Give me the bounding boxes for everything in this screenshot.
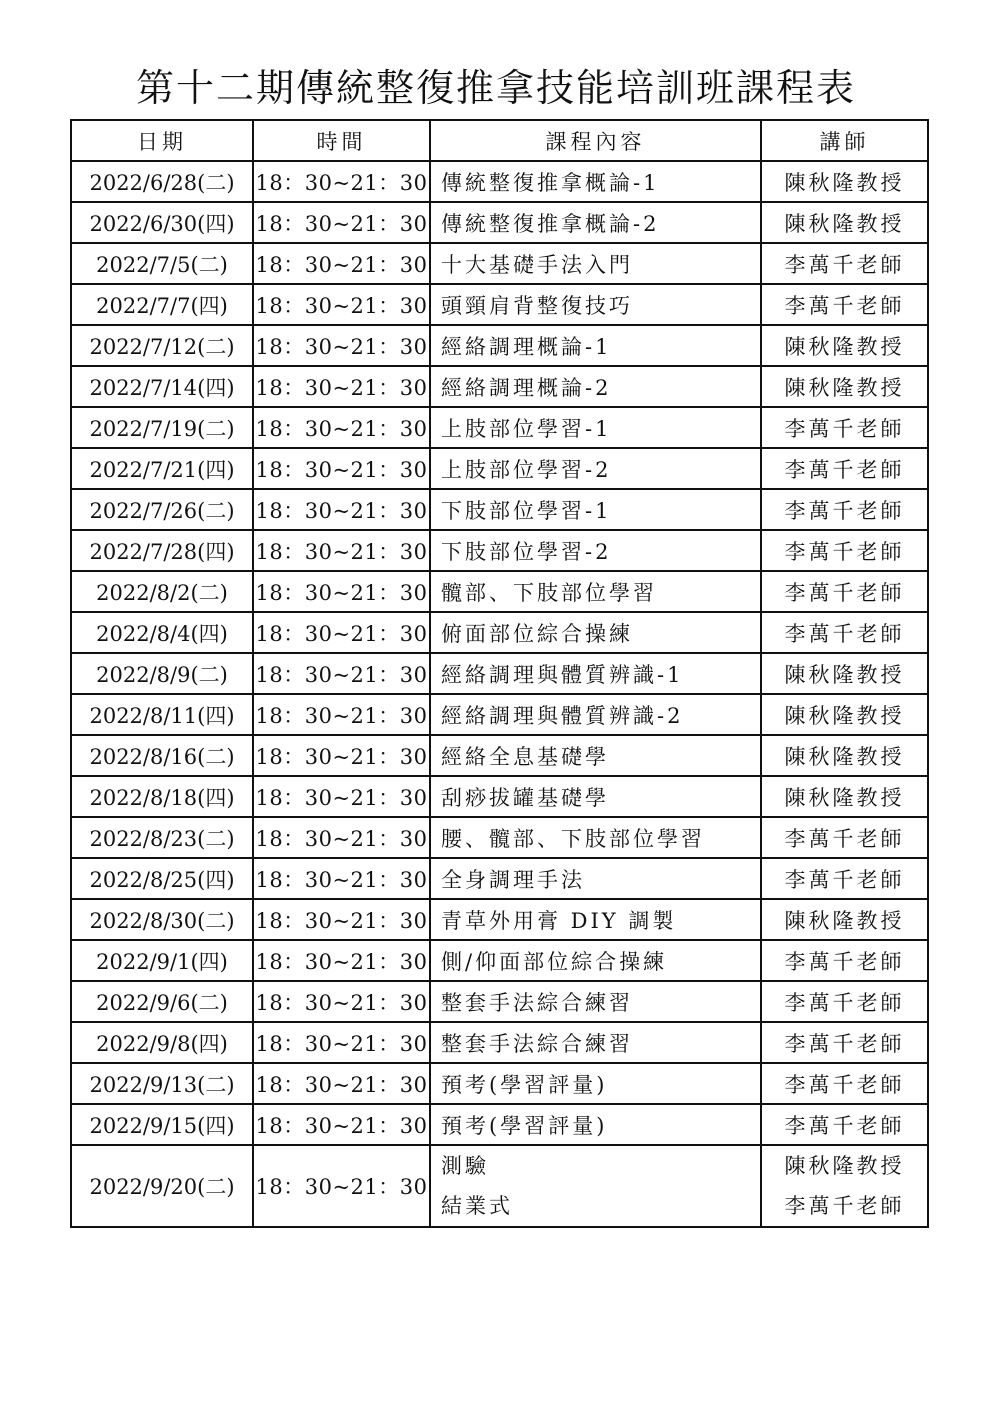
table-row [71,284,928,325]
cell-time: 18：30~21：30 [253,940,430,981]
cell-teacher: 陳秋隆教授 [761,325,928,366]
page-title: 第十二期傳統整復推拿技能培訓班課程表 [135,66,856,110]
table-row [71,653,928,694]
table-row [71,694,928,735]
cell-time: 18：30~21：30 [253,366,430,407]
cell-time: 18：30~21：30 [253,243,430,284]
cell-date: 2022/8/30(二) [71,899,253,940]
teacher-line-1: 陳秋隆教授 [784,1154,905,1178]
cell-teacher: 陳秋隆教授 [761,366,928,407]
table-row [71,202,928,243]
cell-date: 2022/9/20(二) [71,1145,253,1227]
cell-course: 下肢部位學習-1 [430,489,761,530]
table-row [71,858,928,899]
cell-teacher: 李萬千老師 [761,1022,928,1063]
cell-date: 2022/9/15(四) [71,1104,253,1145]
cell-teacher: 李萬千老師 [761,981,928,1022]
table-row [71,243,928,284]
cell-date: 2022/7/5(二) [71,243,253,284]
cell-course: 整套手法綜合練習 [430,981,761,1022]
cell-time: 18：30~21：30 [253,817,430,858]
cell-time: 18：30~21：30 [253,161,430,202]
table-row [71,325,928,366]
cell-teacher: 李萬千老師 [761,858,928,899]
table-row [71,571,928,612]
cell-course: 頭頸肩背整復技巧 [430,284,761,325]
table-row [71,448,928,489]
cell-teacher: 李萬千老師 [761,817,928,858]
cell-course: 傳統整復推拿概論-2 [430,202,761,243]
cell-teacher: 李萬千老師 [761,243,928,284]
cell-date: 2022/7/14(四) [71,366,253,407]
table-row [71,530,928,571]
table-row [71,489,928,530]
cell-time: 18：30~21：30 [253,448,430,489]
table-body [71,161,928,1145]
cell-course: 側/仰面部位綜合操練 [430,940,761,981]
cell-date: 2022/8/16(二) [71,735,253,776]
header-time: 時間 [253,120,430,161]
table-row [71,776,928,817]
cell-teacher: 李萬千老師 [761,448,928,489]
cell-date: 2022/8/23(二) [71,817,253,858]
cell-time: 18：30~21：30 [253,489,430,530]
table-row [71,735,928,776]
cell-teacher: 陳秋隆教授 [761,202,928,243]
cell-teacher: 陳秋隆教授 [761,653,928,694]
cell-time: 18：30~21：30 [253,571,430,612]
cell-time: 18：30~21：30 [253,612,430,653]
header-teacher: 講師 [761,120,928,161]
cell-course: 髖部、下肢部位學習 [430,571,761,612]
table-row [71,899,928,940]
cell-course: 經絡調理與體質辨識-2 [430,694,761,735]
table-row [71,981,928,1022]
cell-course: 全身調理手法 [430,858,761,899]
cell-course: 預考(學習評量) [430,1104,761,1145]
table-row [71,940,928,981]
cell-date: 2022/6/28(二) [71,161,253,202]
table-row [71,612,928,653]
cell-time: 18：30~21：30 [253,407,430,448]
cell-teacher: 李萬千老師 [761,571,928,612]
cell-date: 2022/9/1(四) [71,940,253,981]
cell-time: 18：30~21：30 [253,325,430,366]
table-row [71,161,928,202]
cell-teacher: 李萬千老師 [761,1104,928,1145]
cell-course: 經絡調理概論-1 [430,325,761,366]
cell-date: 2022/8/2(二) [71,571,253,612]
cell-date: 2022/6/30(四) [71,202,253,243]
cell-course: 傳統整復推拿概論-1 [430,161,761,202]
cell-teacher: 李萬千老師 [761,612,928,653]
cell-time: 18：30~21：30 [253,858,430,899]
cell-date: 2022/8/4(四) [71,612,253,653]
cell-time: 18：30~21：30 [253,735,430,776]
table-row [71,1104,928,1145]
cell-time: 18：30~21：30 [253,899,430,940]
cell-course: 俯面部位綜合操練 [430,612,761,653]
cell-teacher: 李萬千老師 [761,1063,928,1104]
cell-teacher: 李萬千老師 [761,489,928,530]
cell-teacher: 陳秋隆教授 [761,694,928,735]
cell-time: 18：30~21：30 [253,284,430,325]
cell-course: 刮痧拔罐基礎學 [430,776,761,817]
table-row [71,1063,928,1104]
cell-teacher: 李萬千老師 [761,407,928,448]
cell-time: 18：30~21：30 [253,1104,430,1145]
cell-course: 經絡調理與體質辨識-1 [430,653,761,694]
cell-date: 2022/8/11(四) [71,694,253,735]
cell-teacher: 陳秋隆教授 [761,735,928,776]
header-date: 日期 [71,120,253,161]
table-header-row [71,120,928,161]
cell-time: 18：30~21：30 [253,1063,430,1104]
cell-teacher [761,1145,928,1227]
table-row [71,407,928,448]
cell-time: 18：30~21：30 [253,694,430,735]
cell-course: 預考(學習評量) [430,1063,761,1104]
cell-time: 18：30~21：30 [253,1022,430,1063]
cell-course: 經絡調理概論-2 [430,366,761,407]
cell-teacher: 李萬千老師 [761,940,928,981]
cell-date: 2022/8/9(二) [71,653,253,694]
table-row [71,817,928,858]
cell-time: 18：30~21：30 [253,653,430,694]
cell-date: 2022/7/26(二) [71,489,253,530]
cell-date: 2022/7/12(二) [71,325,253,366]
table-row [71,366,928,407]
cell-date: 2022/7/28(四) [71,530,253,571]
cell-teacher: 李萬千老師 [761,530,928,571]
cell-course: 十大基礎手法入門 [430,243,761,284]
cell-course: 經絡全息基礎學 [430,735,761,776]
course-line-exam: 測驗 [441,1154,489,1178]
cell-time: 18：30~21：30 [253,776,430,817]
cell-teacher: 陳秋隆教授 [761,161,928,202]
cell-course: 上肢部位學習-2 [430,448,761,489]
cell-date: 2022/7/21(四) [71,448,253,489]
cell-teacher: 陳秋隆教授 [761,899,928,940]
table-row [71,1022,928,1063]
cell-date: 2022/7/19(二) [71,407,253,448]
cell-date: 2022/7/7(四) [71,284,253,325]
cell-time: 18：30~21：30 [253,981,430,1022]
table-row-final [71,1145,928,1227]
cell-course: 腰、髖部、下肢部位學習 [430,817,761,858]
cell-course: 青草外用膏 DIY 調製 [430,899,761,940]
cell-course: 整套手法綜合練習 [430,1022,761,1063]
cell-time: 18：30~21：30 [253,530,430,571]
cell-date: 2022/8/25(四) [71,858,253,899]
cell-teacher: 李萬千老師 [761,284,928,325]
cell-time: 18：30~21：30 [253,1145,430,1227]
cell-course: 上肢部位學習-1 [430,407,761,448]
course-schedule-table [70,119,929,1228]
cell-date: 2022/8/18(四) [71,776,253,817]
cell-teacher: 陳秋隆教授 [761,776,928,817]
cell-time: 18：30~21：30 [253,202,430,243]
cell-date: 2022/9/6(二) [71,981,253,1022]
course-line-graduation: 結業式 [441,1194,513,1218]
teacher-line-2: 李萬千老師 [784,1194,905,1218]
cell-date: 2022/9/8(四) [71,1022,253,1063]
header-course: 課程內容 [430,120,761,161]
cell-date: 2022/9/13(二) [71,1063,253,1104]
cell-course [430,1145,761,1227]
cell-course: 下肢部位學習-2 [430,530,761,571]
